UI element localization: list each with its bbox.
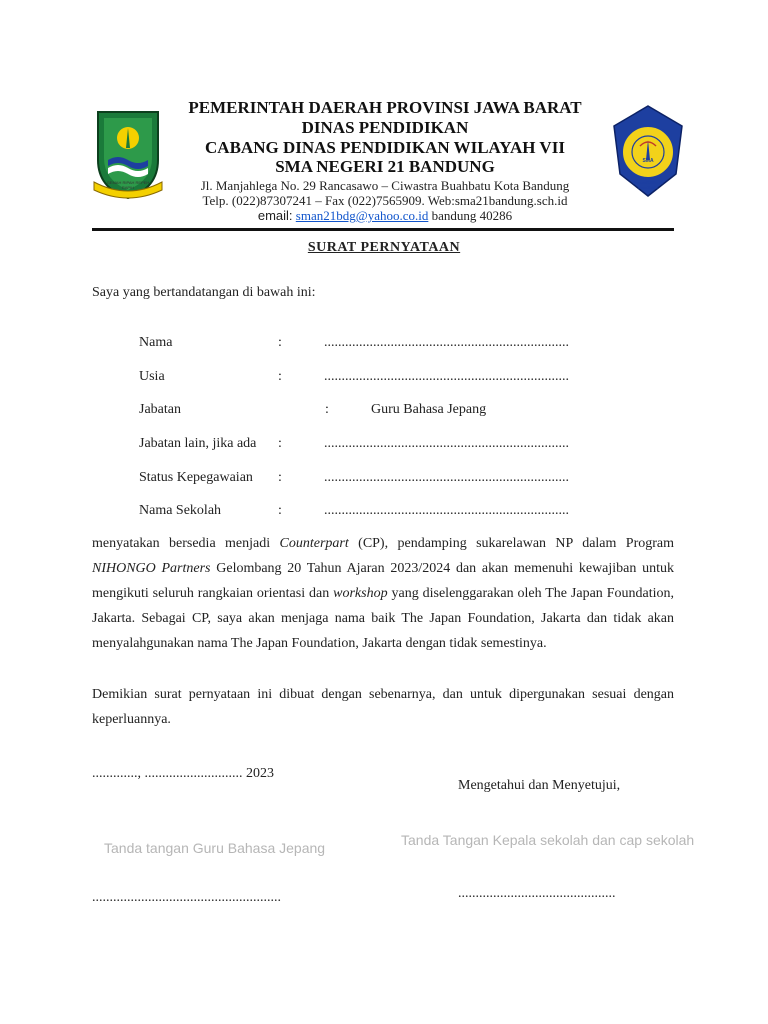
closing-paragraph: Demikian surat pernyataan ini dibuat dengan sebenarnya, dan untuk dipergunakan sesuai dengan keperluannya.	[92, 687, 674, 727]
field-colon: :	[325, 402, 329, 417]
field-value: ......................................................................	[324, 470, 569, 485]
email-label: email:	[257, 208, 293, 223]
school-logo-ring-text: SMA NEGERI 21 BANDUNG	[632, 180, 664, 190]
statement-text: menyatakan bersedia menjadi	[92, 536, 280, 551]
date-line: ............., ............................ 2023	[92, 766, 274, 781]
email-suffix: bandung 40286	[431, 208, 513, 223]
workshop-term: workshop	[333, 586, 388, 601]
intro-text: Saya yang bertandatangan di bawah ini:	[92, 285, 316, 300]
field-value: Guru Bahasa Jepang	[371, 402, 487, 417]
statement-text: Gelombang 20 Tahun Ajaran 2023/2024 dan akan memenuhi kewajiban untuk mengikuti seluruh rangkaian orientasi dan	[92, 561, 675, 601]
field-value: ......................................................................	[324, 369, 569, 384]
school-logo	[610, 104, 686, 198]
letterhead-address: Jl. Manjahlega No. 29 Rancasawo – Ciwastra Buahbatu Kota Bandung	[200, 178, 570, 193]
letterhead-line-4: SMA NEGERI 21 BANDUNG	[275, 157, 495, 176]
field-label: Jabatan lain, jika ada	[139, 436, 257, 451]
letterhead-email-line	[160, 208, 610, 223]
email-link[interactable]: sman21bdg@yahoo.co.id	[295, 208, 429, 223]
statement-text: yang diselenggarakan oleh The Japan Foundation, Jakarta. Sebagai CP, saya akan menjaga nama baik The Japan Foundation, Jakarta dan tidak akan menyalahgunakan nama The Japan Foundation, Jakarta dengan tidak semestinya.	[92, 586, 674, 651]
letterhead-line-1: PEMERINTAH DAERAH PROVINSI JAWA BARAT	[188, 98, 582, 117]
field-colon: :	[278, 503, 282, 518]
teacher-signature-placeholder: Tanda tangan Guru Bahasa Jepang	[104, 840, 326, 856]
approval-text: Mengetahui dan Menyetujui,	[458, 778, 621, 793]
field-colon: :	[278, 369, 282, 384]
field-label: Nama Sekolah	[139, 503, 222, 518]
field-label: Status Kepegawaian	[139, 470, 253, 485]
program-name: NIHONGO Partners	[92, 561, 211, 576]
field-colon: :	[278, 335, 282, 350]
field-value: ......................................................................	[324, 335, 569, 350]
letterhead-phone: Telp. (022)87307241 – Fax (022)7565909. Web:sma21bandung.sch.id	[202, 193, 568, 208]
principal-signature-placeholder: Tanda Tangan Kepala sekolah dan cap sekolah	[401, 832, 695, 848]
school-logo-center-text: SMA	[642, 158, 654, 164]
letterhead-line-3: CABANG DINAS PENDIDIKAN WILAYAH VII	[205, 138, 565, 157]
letterhead-line-2: DINAS PENDIDIKAN	[301, 118, 469, 137]
counterpart-term: Counterpart	[279, 536, 349, 551]
field-value: ......................................................................	[324, 503, 569, 518]
teacher-signature-line: ......................................................	[92, 890, 281, 905]
statement-text: (CP), pendamping sukarelawan NP dalam Program	[348, 536, 674, 551]
letterhead-divider	[92, 228, 674, 231]
field-colon: :	[278, 470, 282, 485]
emblem-ribbon-text: GEMAH RIPAH REPEH RAPIH	[106, 180, 150, 190]
principal-signature-line: .............................................	[458, 886, 616, 901]
statement-paragraph	[92, 531, 674, 656]
document-title: SURAT PERNYATAAN	[307, 240, 461, 255]
field-label: Nama	[139, 335, 173, 350]
west-java-emblem-logo	[92, 108, 164, 200]
field-value: ......................................................................	[324, 436, 569, 451]
field-label: Jabatan	[139, 402, 181, 417]
field-colon: :	[278, 436, 282, 451]
field-label: Usia	[139, 369, 165, 384]
